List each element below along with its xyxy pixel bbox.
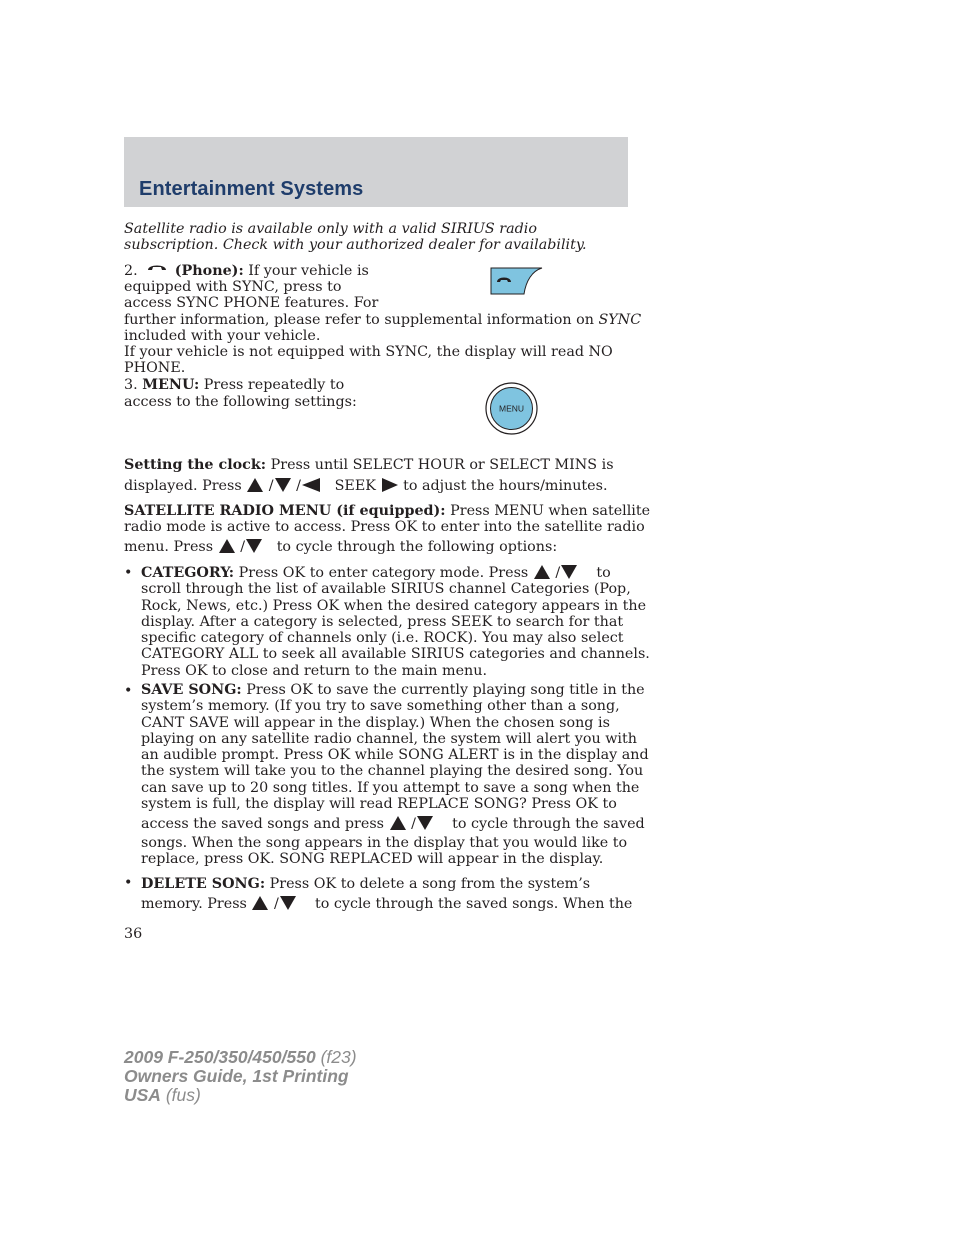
category-item: CATEGORY: Press OK to enter category mode. Press / to scroll through the list of available SIRIUS channel Categories (Pop, Rock, News, etc.) Press OK when the desired category appears in the display. After a category is selected, press SEEK to search for that specific category of channels only (i.e. ROCK). You may also select CATEGORY ALL to seek all available SIRIUS categories and channels. Press OK to close and return to the main menu. bbox=[141, 565, 650, 679]
bullet-marker: • bbox=[124, 565, 133, 581]
section-header bbox=[124, 137, 628, 207]
svg-text:MENU: MENU bbox=[498, 403, 525, 414]
clock-section: Setting the clock: Press until SELECT HOUR or SELECT MINS is displayed. Press / / SEEK to adjust the hours/minutes. bbox=[124, 457, 614, 494]
up-arrow-icon bbox=[389, 815, 407, 831]
page-number: 36 bbox=[124, 926, 143, 942]
up-arrow-icon bbox=[533, 564, 551, 580]
intro-note: Satellite radio is available only with a valid SIRIUS radio subscription. Check with your authorized dealer for availability. bbox=[124, 221, 587, 253]
down-arrow-icon bbox=[279, 895, 297, 911]
delete-song-item: DELETE SONG: Press OK to delete a song from the system’s memory. Press / to cycle through the saved songs. When the bbox=[141, 876, 633, 912]
page-title: Entertainment Systems bbox=[139, 178, 364, 200]
left-arrow-icon bbox=[301, 477, 321, 493]
down-arrow-icon bbox=[245, 538, 263, 554]
down-arrow-icon bbox=[274, 477, 292, 493]
down-arrow-icon bbox=[560, 564, 578, 580]
bullet-marker: • bbox=[124, 683, 133, 699]
phone-icon bbox=[146, 262, 168, 274]
bullet-marker: • bbox=[124, 875, 133, 891]
save-song-item: SAVE SONG: Press OK to save the currently playing song title in the system’s memory. (If you try to save something other than a song, CANT SAVE will appear in the display.) When the chosen song is playing on any satellite radio channel, the system will alert you with an audible prompt. Press OK while SONG ALERT is in the display and the system will take you to the channel playing the desired song. You can save up to 20 song titles. If you attempt to save a song when the system is full, the display will read REPLACE SONG? Press OK to access the saved songs and press / to cycle through the saved songs. When the song appears in the display that you would like to replace, press OK. SONG REPLACED will appear in the display. bbox=[141, 682, 649, 867]
menu-section: 3. MENU: Press repeatedly to access to the following settings: bbox=[124, 377, 357, 410]
up-arrow-icon bbox=[251, 895, 269, 911]
up-arrow-icon bbox=[246, 477, 264, 493]
up-arrow-icon bbox=[218, 538, 236, 554]
satellite-menu-section: SATELLITE RADIO MENU (if equipped): Press MENU when satellite radio mode is active to access. Press OK to enter into the satellite radio menu. Press / to cycle through the following options: bbox=[124, 503, 651, 555]
right-arrow-icon bbox=[381, 477, 399, 493]
footer: 2009 F-250/350/450/550 (f23) Owners Guide, 1st Printing USA (fus) bbox=[124, 1047, 357, 1105]
phone-button-icon bbox=[490, 267, 544, 295]
menu-button-icon bbox=[485, 382, 538, 435]
phone-section: 2. (Phone): If your vehicle is equipped with SYNC, press to access SYNC PHONE features. For further information, please refer to supplemental information on SYNC included with your vehicle. If your vehicle is not equipped with SYNC, the display will read NO PHONE. bbox=[124, 263, 642, 377]
down-arrow-icon bbox=[416, 815, 434, 831]
